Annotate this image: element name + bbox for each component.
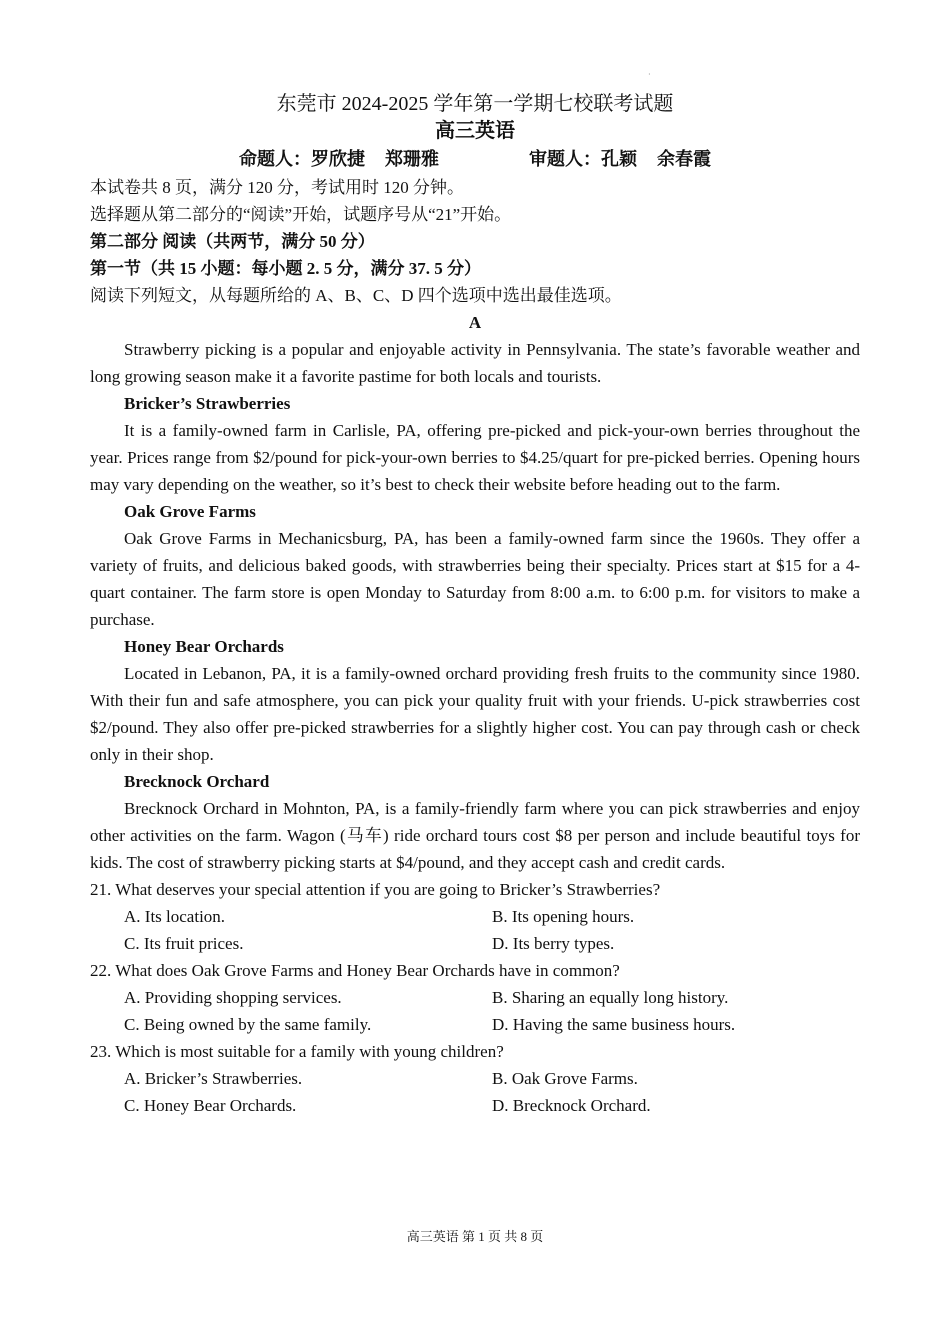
question-options — [90, 903, 860, 957]
page-footer: 高三英语 第 1 页 共 8 页 — [406, 1229, 544, 1244]
section-heading: 第一节（共 15 小题：每小题 2. 5 分，满分 37. 5 分） — [90, 259, 481, 278]
question-stem: 23. Which is most suitable for a family with young children? — [90, 1042, 504, 1061]
farm-description: It is a family-owned farm in Carlisle, PA, offering pre-picked and pick-your-own berries throughout the year. Prices range from $2/pound for pick-your-own berries to $4.25/quart for pre-picked berries. Opening hours may vary depending on the weather, so it’s best to check their website before heading out to the farm. — [90, 421, 860, 494]
question-options — [90, 984, 860, 1038]
option: A. Bricker’s Strawberries. — [124, 1069, 303, 1088]
scan-dot: · — [648, 70, 651, 79]
farm-description: Brecknock Orchard in Mohnton, PA, is a family-friendly farm where you can pick strawberries and enjoy other activities on the farm. Wagon (马车) ride orchard tours cost $8 per person and include beautiful toys for kids. The cost of strawberry picking starts at $4/pound, and they accept cash and credit cards. — [90, 799, 860, 872]
reviewer-2: 余春霞 — [657, 149, 711, 169]
question-stem: 21. What deserves your special attention if you are going to Bricker’s Strawberries? — [90, 880, 661, 899]
part-heading: 第二部分 阅读（共两节，满分 50 分） — [90, 232, 375, 251]
option: D. Having the same business hours. — [492, 1015, 736, 1034]
passage-intro: Strawberry picking is a popular and enjoyable activity in Pennsylvania. The state’s favorable weather and long growing season make it a favorite pastime for both locals and tourists. — [90, 340, 860, 386]
farm-name: Honey Bear Orchards — [124, 637, 284, 656]
farm-description: Oak Grove Farms in Mechanicsburg, PA, has been a family-owned farm since the 1960s. They offer a variety of fruits, and delicious baked goods, with strawberries being their specialty. Prices start at $15 for a 4-quart container. The farm store is open Monday to Saturday from 8:00 a.m. to 6:00 p.m. for visitors to make a purchase. — [90, 529, 860, 629]
option: C. Honey Bear Orchards. — [124, 1096, 297, 1115]
option: A. Its location. — [124, 907, 226, 926]
option: B. Oak Grove Farms. — [492, 1069, 638, 1088]
option: D. Its berry types. — [492, 934, 615, 953]
farm-name: Brecknock Orchard — [124, 772, 270, 791]
passage-label: A — [468, 313, 482, 332]
intro-pages: 本试卷共 8 页，满分 120 分，考试用时 120 分钟。 — [90, 178, 464, 197]
instruction: 阅读下列短文，从每题所给的 A、B、C、D 四个选项中选出最佳选项。 — [90, 286, 622, 305]
option: D. Brecknock Orchard. — [492, 1096, 651, 1115]
reviewers-label: 审题人：孔颖 — [529, 149, 637, 169]
intro-numbering: 选择题从第二部分的“阅读”开始，试题序号从“21”开始。 — [90, 205, 512, 224]
farm-name: Oak Grove Farms — [124, 502, 256, 521]
setter-2: 郑珊雅 — [385, 149, 439, 169]
question-options — [90, 1065, 860, 1119]
question-stem: 22. What does Oak Grove Farms and Honey Bear Orchards have in common? — [90, 961, 620, 980]
option: B. Its opening hours. — [492, 907, 635, 926]
farm-name: Bricker’s Strawberries — [124, 394, 291, 413]
farm-description: Located in Lebanon, PA, it is a family-owned orchard providing fresh fruits to the community since 1980. With their fun and safe atmosphere, you can pick your quality fruit with your friends. U-pick strawberries cost $2/pound. They also offer pre-picked strawberries for a slightly higher cost. You can pay through cash or check only in their shop. — [90, 664, 860, 764]
option: C. Being owned by the same family. — [124, 1015, 372, 1034]
setters-label: 命题人：罗欣捷 — [239, 149, 365, 169]
option: C. Its fruit prices. — [124, 934, 244, 953]
exam-subject: 高三英语 — [435, 120, 515, 142]
exam-page — [90, 90, 860, 1119]
option: B. Sharing an equally long history. — [492, 988, 729, 1007]
option: A. Providing shopping services. — [124, 988, 342, 1007]
exam-authors — [90, 144, 860, 174]
exam-title: 东莞市 2024-2025 学年第一学期七校联考试题 — [276, 93, 674, 115]
